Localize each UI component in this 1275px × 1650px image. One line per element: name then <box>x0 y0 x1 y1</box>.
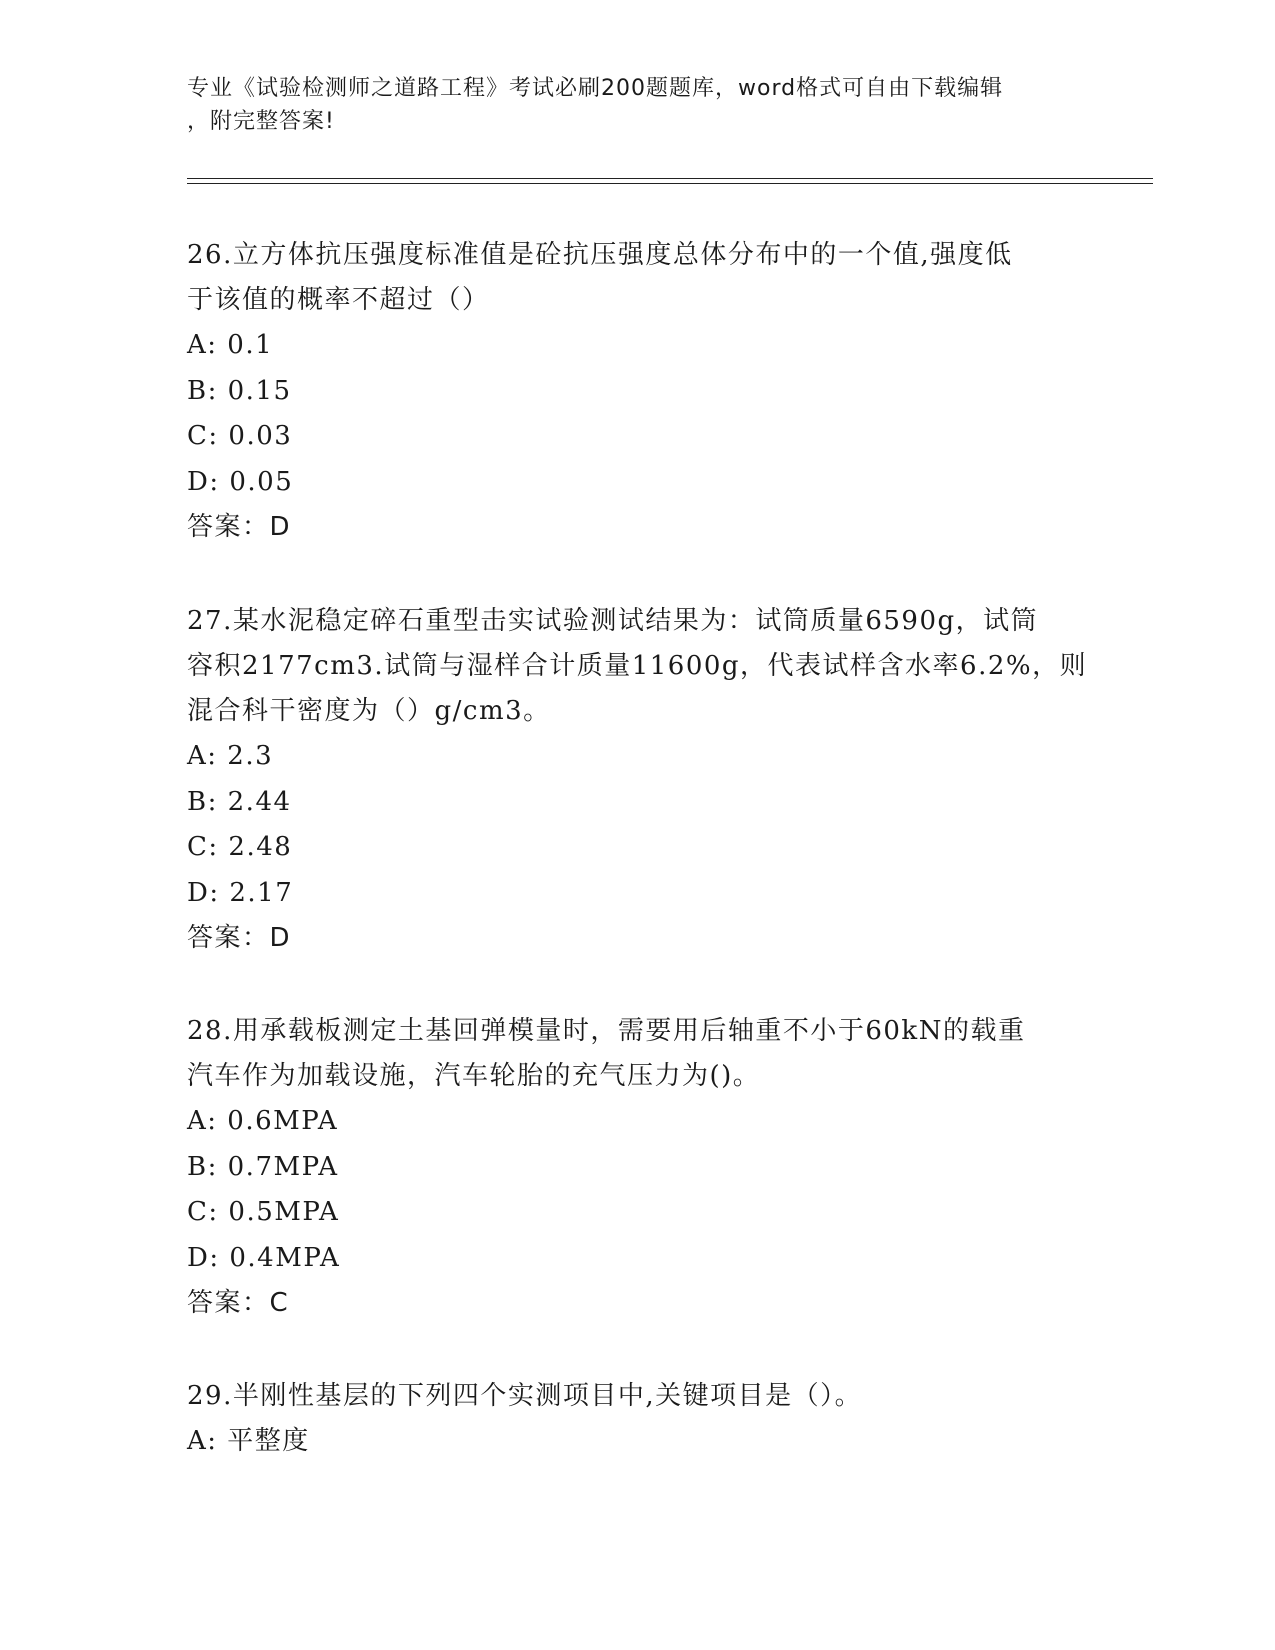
option-c: C: 2.48 <box>187 832 293 862</box>
document-header <box>187 72 1067 138</box>
question-28 <box>187 1009 1087 1326</box>
question-stem-line: 29.半刚性基层的下列四个实测项目中,关键项目是（）。 <box>187 1381 863 1411</box>
question-stem-line: 于该值的概率不超过（） <box>187 285 490 315</box>
option-a: A: 0.1 <box>187 330 274 360</box>
option-a: A: 0.6MPA <box>187 1106 339 1136</box>
question-stem-line: 汽车作为加载设施，汽车轮胎的充气压力为()。 <box>187 1061 761 1091</box>
question-26 <box>187 233 1087 550</box>
header-line-1: 专业《试验检测师之道路工程》考试必刷200题题库，word格式可自由下载编辑 <box>187 76 1004 101</box>
option-b: B: 0.15 <box>187 375 292 406</box>
option-d: D: 0.05 <box>187 466 294 497</box>
answer: 答案：C <box>187 1288 290 1318</box>
option-b: B: 2.44 <box>187 786 292 817</box>
question-27 <box>187 599 1087 961</box>
option-b: B: 0.7MPA <box>187 1151 339 1182</box>
question-stem-line: 28.用承载板测定土基回弹模量时，需要用后轴重不小于60kN的载重 <box>187 1016 1026 1046</box>
question-29 <box>187 1374 1087 1465</box>
answer: 答案：D <box>187 923 292 953</box>
answer: 答案：D <box>187 512 292 542</box>
question-stem-line: 27.某水泥稳定碎石重型击实试验测试结果为：试筒质量6590g，试筒 <box>187 606 1039 636</box>
question-stem-line: 26.立方体抗压强度标准值是砼抗压强度总体分布中的一个值,强度低 <box>187 240 1013 270</box>
header-line-2: ，附完整答案! <box>187 109 335 134</box>
option-d: D: 0.4MPA <box>187 1242 341 1273</box>
option-a: A: 2.3 <box>187 741 274 771</box>
option-c: C: 0.5MPA <box>187 1197 340 1227</box>
question-stem-line: 容积2177cm3.试筒与湿样合计质量11600g，代表试样含水率6.2%，则 <box>187 651 1088 681</box>
option-d: D: 2.17 <box>187 877 294 908</box>
header-divider-bottom <box>187 183 1153 184</box>
option-c: C: 0.03 <box>187 421 293 451</box>
question-stem-line: 混合科干密度为（）g/cm3。 <box>187 696 551 726</box>
option-a: A: 平整度 <box>187 1426 310 1456</box>
header-divider-top <box>187 178 1153 179</box>
